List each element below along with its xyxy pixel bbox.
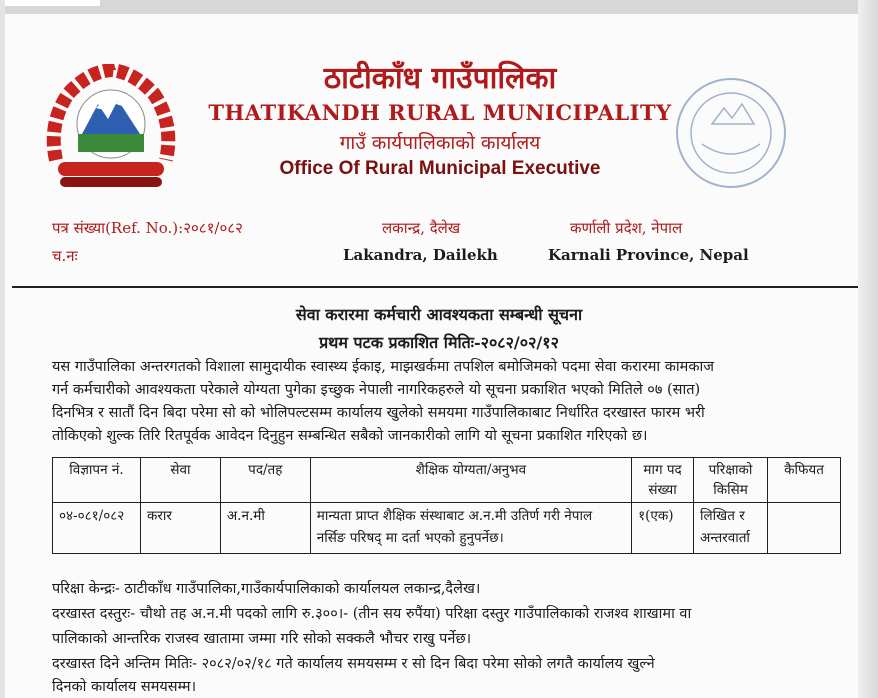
notice-body-line: तोकिएको शुल्क तिरि रितपूर्वक आवेदन दिनुहुन सम्बन्धित सबैको जानकारीको लागि यो सूचना प्रकाशित गरिएको छ।	[52, 428, 648, 444]
header-post: पद/तह	[220, 458, 310, 503]
table-header-row	[53, 458, 841, 503]
header-exam-type: परिक्षाको किसिम	[694, 458, 768, 503]
cell-qualification: मान्यता प्राप्त शैक्षिक संस्थाबाट अ.न.मी उतिर्ण गरी नेपाल नर्सिङ परिषद् मा दर्ता भएको हुनुपर्नेछ।	[310, 503, 631, 554]
dispatch-number: च.नः	[52, 247, 78, 265]
province-english: Karnali Province, Nepal	[548, 246, 749, 264]
header-ad-no: विज्ञापन नं.	[53, 458, 141, 503]
place-english: Lakandra, Dailekh	[343, 246, 498, 264]
province-nepali: कर्णाली प्रदेश, नेपाल	[570, 219, 683, 237]
nepal-emblem-icon	[38, 64, 184, 192]
footer-exam-center: परिक्षा केन्द्रः- ठाटीकाँध गाउँपालिका,गाउँकार्यपालिकाको कार्यालयल लकान्द्र,दैलेख।	[52, 581, 481, 597]
municipality-name-english: THATIKANDH RURAL MUNICIPALITY	[208, 100, 672, 125]
notice-body-line: गर्न कर्मचारीको आवश्यकता परेकाले योग्यता पुगेका इच्छुक नेपाली नागरिकहरुले यो सूचना प्रकाशित भएको मितिले ०७ (सात)	[52, 382, 701, 398]
footer-deadline: दरखास्त दिने अन्तिम मितिः- २०८२/०२/१८ गते कार्यालय समयसम्म र सो दिन बिदा परेमा सोको लगतै कार्यालय खुल्ने	[52, 656, 655, 672]
cell-ad-no: ०४-०८१/०८२	[53, 503, 141, 554]
vacancy-table	[52, 457, 841, 554]
footer-fee-continued: पालिकाको आन्तरिक राजस्व खातामा जम्मा गरि सोको सक्कलै भौचर राखु पर्नेछ।	[52, 631, 472, 647]
cell-exam-type: लिखित र अन्तरवार्ता	[694, 503, 768, 554]
notice-body-line: दिनभित्र र सातौं दिन बिदा परेमा सो को भोलिपल्टसम्म कार्यालय खुलेको समयमा गाउँपालिकाबाट निर्धारित दरखास्त फारम भरी	[52, 405, 705, 421]
header-remarks: कैफियत	[768, 458, 841, 503]
notice-body	[52, 356, 842, 448]
notice-title: सेवा करारमा कर्मचारी आवश्यकता सम्बन्धी सूचना	[295, 305, 583, 324]
municipality-name-nepali: ठाटीकाँध गाउँपालिका	[323, 61, 557, 96]
reference-number: पत्र संख्या(Ref. No.):२०८१/०८२	[52, 219, 243, 237]
cell-remarks	[768, 503, 841, 554]
publish-date: प्रथम पटक प्रकाशित मितिः-२०८२/०२/१२	[319, 333, 559, 352]
place-nepali: लकान्द्र, दैलेख	[382, 219, 461, 237]
header-count: माग पद संख्या	[632, 458, 694, 503]
notice-body-line: यस गाउँपालिका अन्तरगतको विशाला सामुदायीक स्वास्थ्य ईकाइ, माझखर्कमा तपशिल बमोजिमको पदमा सेवा करारमा कामकाज	[52, 359, 714, 375]
header-service: सेवा	[140, 458, 220, 503]
cell-count: १(एक)	[632, 503, 694, 554]
table-row	[53, 503, 841, 554]
scan-top-edge	[0, 0, 878, 14]
cell-post: अ.न.मी	[220, 503, 310, 554]
header-qualification: शैक्षिक योग्यता/अनुभव	[310, 458, 631, 503]
office-name-nepali: गाउँ कार्यपालिकाको कार्यालय	[339, 132, 541, 154]
cell-service: करार	[140, 503, 220, 554]
office-name-english: Office Of Rural Municipal Executive	[279, 158, 601, 179]
footer-fee: दरखास्त दस्तुरः- चौथो तह अ.न.मी पदको लागि रु.३००।- (तीन सय रुपैंया) परिक्षा दस्तुर गाउँपालिकाको राजश्व शाखामा वा	[52, 606, 692, 622]
footer-deadline-continued: दिनको कार्यालय समयसम्म।	[52, 679, 197, 695]
official-stamp-icon	[672, 74, 790, 192]
header-divider	[12, 286, 858, 288]
